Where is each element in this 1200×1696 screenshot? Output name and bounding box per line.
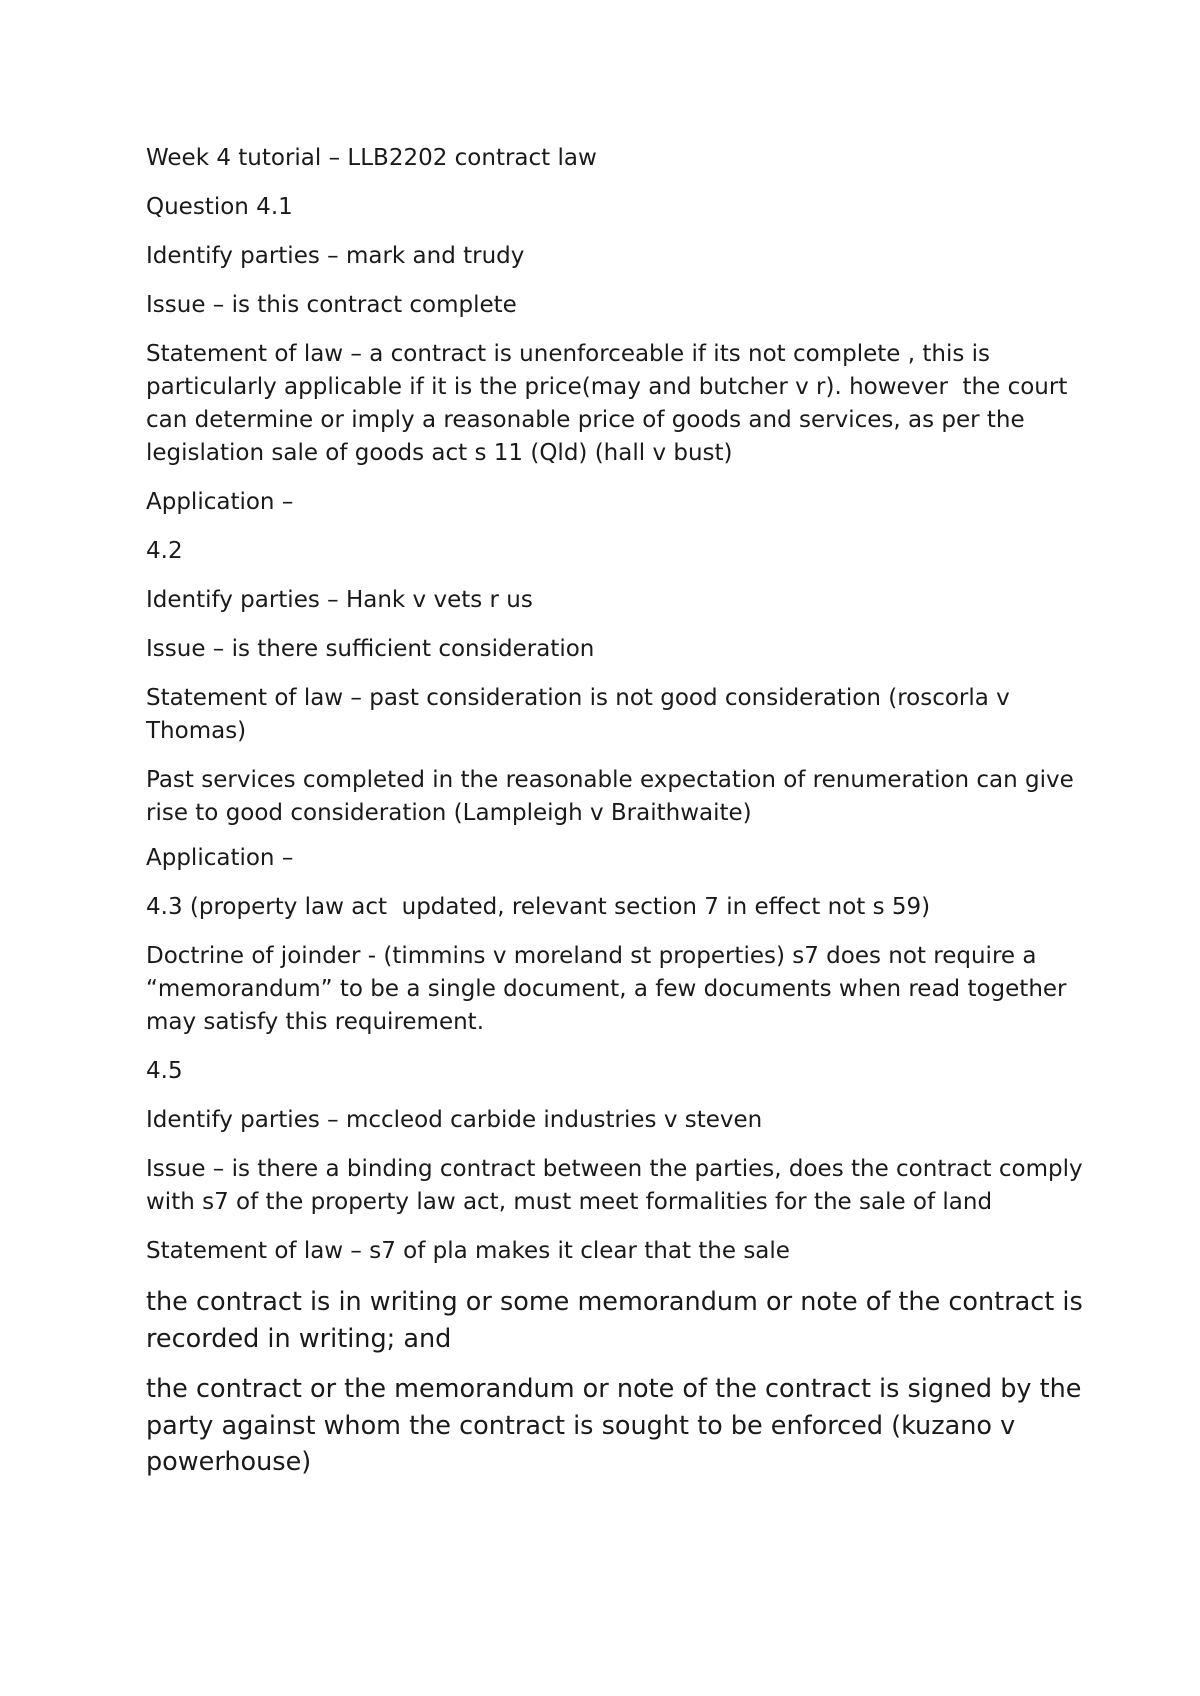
paragraph: Identify parties – mccleod carbide industries v steven xyxy=(146,1107,763,1133)
paragraph: Past services completed in the reasonable expectation of renumeration can give rise to good consideration (Lampleigh v Braithwaite) xyxy=(146,767,1082,826)
paragraph: Statement of law – s7 of pla makes it clear that the sale xyxy=(146,1238,790,1264)
question-heading: Question 4.1 xyxy=(146,194,293,220)
paragraph: Issue – is there a binding contract between the parties, does the contract comply with s7 of the property law act, must meet formalities for the sale of land xyxy=(146,1156,1090,1215)
paragraph: Doctrine of joinder - (timmins v moreland st properties) s7 does not require a “memorandum” to be a single document, a few documents when read together may satisfy this requirement. xyxy=(146,943,1074,1035)
paragraph: Application – xyxy=(146,845,294,871)
statute-requirement: the contract is in writing or some memorandum or note of the contract is recorded in writing; and xyxy=(146,1287,1091,1354)
paragraph: Identify parties – mark and trudy xyxy=(146,243,525,269)
paragraph: Application – xyxy=(146,489,294,515)
paragraph: Issue – is this contract complete xyxy=(146,292,517,318)
question-heading: 4.3 (property law act updated, relevant section 7 in effect not s 59) xyxy=(146,894,931,920)
paragraph: Issue – is there sufficient consideration xyxy=(146,636,595,662)
statute-requirement: the contract or the memorandum or note of the contract is signed by the party against whom the contract is sought to be enforced (kuzano v powerhouse) xyxy=(146,1374,1090,1477)
question-heading: 4.5 xyxy=(146,1058,183,1084)
paragraph: Statement of law – past consideration is not good consideration (roscorla v Thomas) xyxy=(146,685,1018,744)
paragraph: Identify parties – Hank v vets r us xyxy=(146,587,533,613)
question-heading: 4.2 xyxy=(146,538,183,564)
document-title: Week 4 tutorial – LLB2202 contract law xyxy=(146,145,597,171)
paragraph: Statement of law – a contract is unenforceable if its not complete , this is particularly applicable if it is the price(may and butcher v r). however the court can determine or imply a reasonable price of goods and services, as per the legislation sale of goods act s 11 (Qld) (hall v bust) xyxy=(146,341,1075,466)
document-page xyxy=(146,142,1091,1495)
